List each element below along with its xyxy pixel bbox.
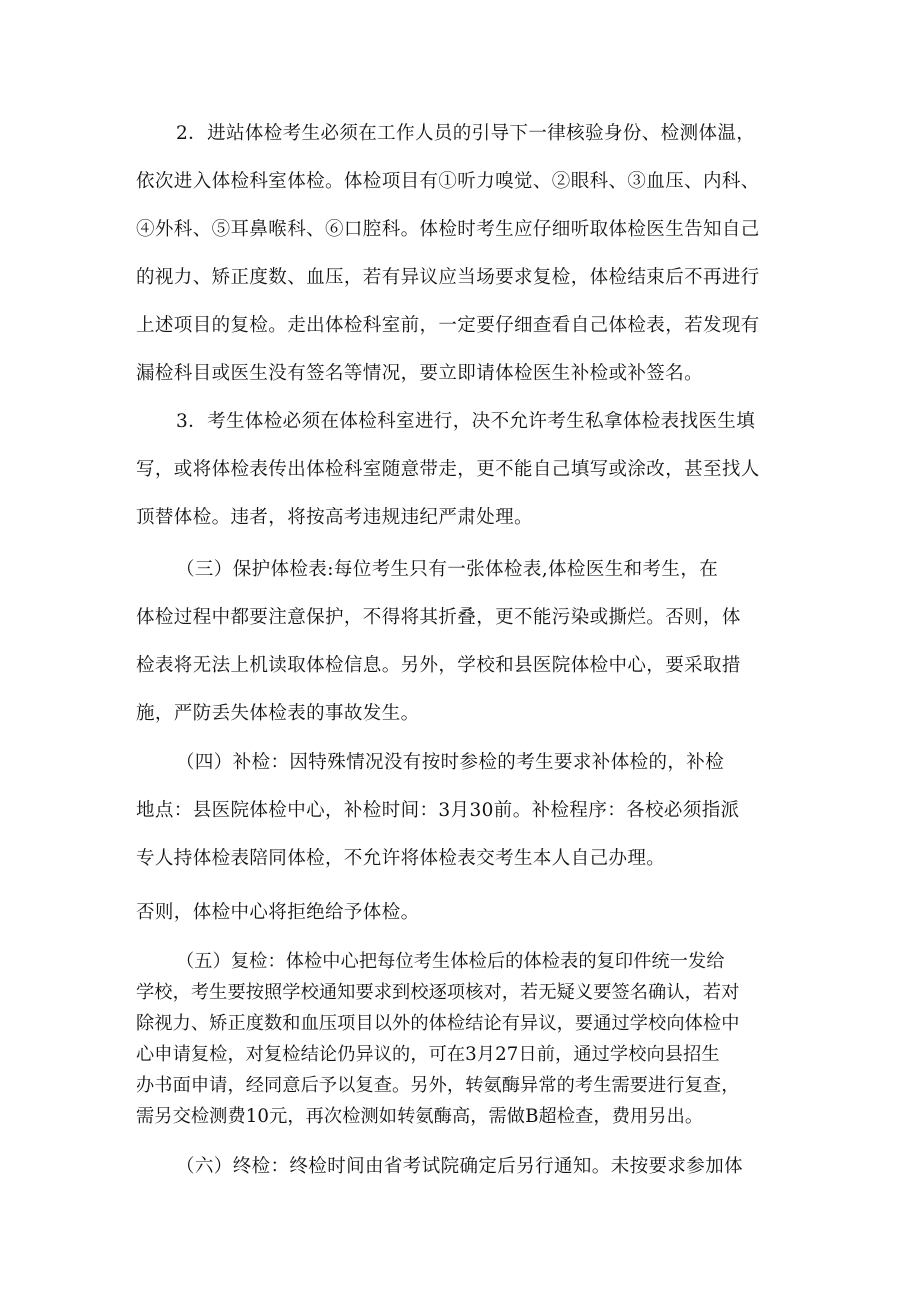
text-line: 学校，考生要按照学校通知要求到校逐项核对，若无疑义要签名确认，若对 (136, 982, 740, 1003)
text-line: 体检过程中都要注意保护，不得将其折叠，更不能污染或撕烂。否则，体 (136, 607, 741, 628)
text-line: 办书面申请，经同意后予以复查。另外，转氨酶异常的考生需要进行复查， (136, 1075, 740, 1096)
text-line: 写，或将体检表传出体检科室随意带走，更不能自己填写或涂改，甚至找人 (136, 459, 760, 480)
text-line: 漏检科目或医生没有签名等情况，要立即请体检医生补检或补签名。 (136, 363, 704, 384)
text-line: （四）补检：因特殊情况没有按时参检的考生要求补体检的，补检 (176, 752, 725, 773)
text-line: 依次进入体检科室体检。体检项目有①听力嗅觉、②眼科、③血压、内科、 (136, 171, 760, 192)
text-line: （六）终检：终检时间由省考试院确定后另行通知。未按要求参加体 (176, 1156, 744, 1177)
text-line: 上述项目的复检。走出体检科室前，一定要仔细查看自己体检表，若发现有 (136, 315, 760, 336)
text-line: 2．进站体检考生必须在工作人员的引导下一律核验身份、检测体温， (176, 123, 756, 144)
text-line: 顶替体检。违者，将按高考违规违纪严肃处理。 (136, 507, 533, 528)
text-line: 的视力、矫正度数、血压，若有异议应当场要求复检，体检结束后不再进行 (136, 267, 760, 288)
text-line: 施，严防丢失体检表的事故发生。 (136, 703, 420, 724)
text-line: （五）复检：体检中心把每位考生体检后的体检表的复印件统一发给 (176, 951, 725, 972)
text-line: 3．考生体检必须在体检科室进行，决不允许考生私拿体检表找医生填 (176, 411, 756, 432)
text-line: ④外科、⑤耳鼻喉科、⑥口腔科。体检时考生应仔细听取体检医生告知自己 (136, 219, 760, 240)
text-line: 地点：县医院体检中心，补检时间：3月30前。补检程序：各校必须指派 (136, 800, 740, 821)
text-line: （三）保护体检表:每位考生只有一张体检表,体检医生和考生，在 (176, 559, 719, 580)
text-line: 否则，体检中心将拒绝给予体检。 (136, 902, 420, 923)
text-line: 除视力、矫正度数和血压项目以外的体检结论有异议，要通过学校向体检中 (136, 1013, 740, 1034)
text-line: 心申请复检，对复检结论仍异议的，可在3月27日前，通过学校向县招生 (136, 1044, 720, 1065)
text-line: 专人持体检表陪同体检，不允许将体检表交考生本人自己办理。 (136, 848, 666, 869)
text-line: 检表将无法上机读取体检信息。另外，学校和县医院体检中心，要采取措 (136, 655, 741, 676)
text-line: 需另交检测费10元，再次检测如转氨酶高，需做B超检查，费用另出。 (136, 1106, 704, 1127)
